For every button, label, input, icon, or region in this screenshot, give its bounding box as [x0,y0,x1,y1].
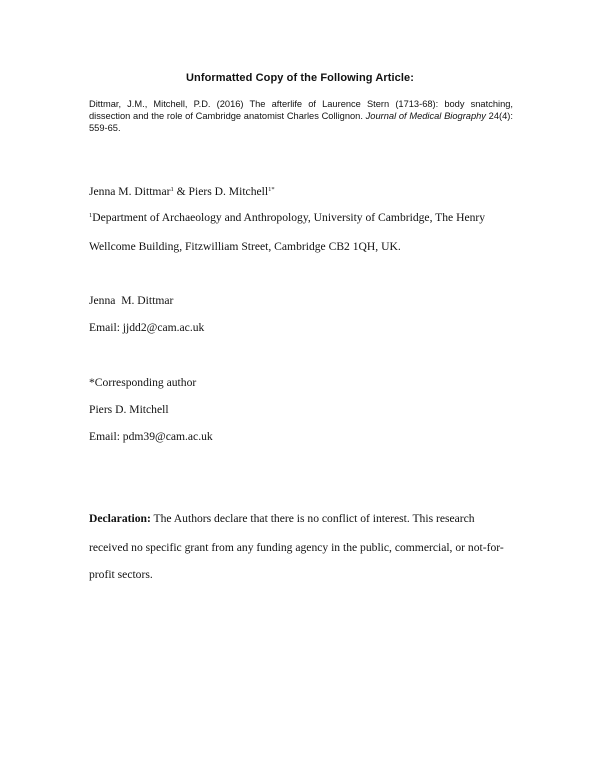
author-1-affiliation-mark: 1 [170,186,174,193]
author-2-affiliation-mark: 1* [268,186,275,193]
declaration-text-1: The Authors declare that there is no conflict of interest. This research [150,512,475,525]
corresponding-author-note: *Corresponding author [89,376,197,389]
declaration-line-2: received no specific grant from any funding agency in the public, commercial, or not-for- [89,541,504,554]
article-citation [89,98,513,134]
citation-journal: Journal of Medical Biography [365,111,486,121]
contact-2-name: Piers D. Mitchell [89,403,169,416]
document-header-title: Unformatted Copy of the Following Article: [185,72,415,84]
contact-1-name: Jenna M. Dittmar [89,294,174,307]
author-separator: & [173,185,189,198]
affiliation-mark: 1 [89,212,93,219]
affiliation-line-1 [89,211,485,224]
affiliation-text-1: Department of Archaeology and Anthropology, University of Cambridge, The Henry [92,211,486,224]
citation-volume: 24(4): 559-65. [89,111,513,133]
declaration-label: Declaration: [89,512,151,525]
contact-2-email: Email: pdm39@cam.ac.uk [89,430,213,443]
citation-text: Dittmar, J.M., Mitchell, P.D. (2016) The afterlife of Laurence Stern (1713-68): body snatching, dissection and the role of Cambridge anatomist Charles Collignon. [89,99,513,121]
affiliation-line-2: Wellcome Building, Fitzwilliam Street, Cambridge CB2 1QH, UK. [89,240,401,253]
author-1-name: Jenna M. Dittmar [89,185,171,198]
contact-1-email: Email: jjdd2@cam.ac.uk [89,321,205,334]
declaration-line-3: profit sectors. [89,568,153,581]
author-2-name: Piers D. Mitchell [188,185,269,198]
author-line [89,185,275,198]
declaration-line-1 [89,512,475,525]
